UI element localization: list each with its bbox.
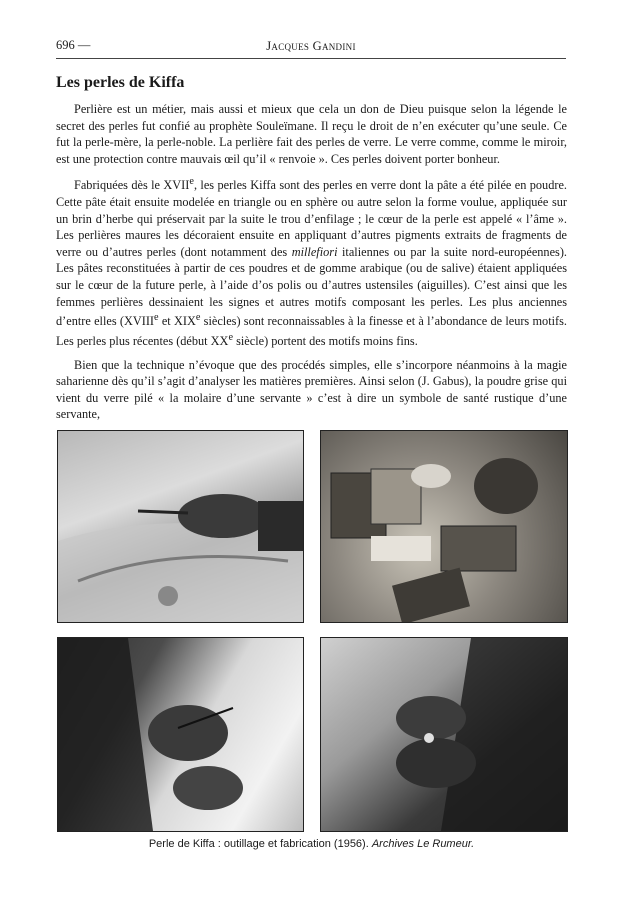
caption-credit: Archives Le Rumeur. (371, 838, 475, 850)
photo-4-illustration (321, 638, 567, 831)
photo-2-illustration (321, 431, 567, 622)
photo-hands-working-bead (320, 637, 568, 832)
article-body (56, 101, 567, 423)
photo-hand-with-bead-tool (57, 430, 304, 623)
paragraph-3: Bien que la technique n’évoque que des procédés simples, elle s’incorpore néanmoins à la magie saharienne dès qu’il s’agit d’analyser les matières premières. Ainsi selon (J. Gabus), la poudre grise qui vient du verre pilé « la molaire d’une servante » c’est à dire un symbole de santé rustique d’une servante, (56, 357, 567, 422)
photo-3-illustration (58, 638, 303, 831)
italic-term: millefiori (291, 244, 338, 259)
section-title: Les perles de Kiffa (56, 74, 185, 91)
photo-hands-shaping-bead (57, 637, 304, 832)
figure-caption: Perle de Kiffa : outillage et fabrication (1956). Archives Le Rumeur. (148, 838, 475, 850)
paragraph-2: Fabriquées dès le XVIIe, les perles Kiffa sont des perles en verre dont la pâte a été pilée en poudre. Cette pâte était ensuite modelée en triangle ou en sphère ou autre selon la forme voulue, appliquée sur un brin d’herbe qui préservait par la suite le trou d’enfilage ; le cœur de la perle est appelé « l’âme ». Les perlières maures les décoraient ensuite en appliquant d’autres pigments extraits de fragments de verre ou d’autres perles (dont notamment des millefiori italiennes ou par la suite nord-européennes). Les pâtes reconstituées à partir de ces poudres et de gomme arabique (ou de salive) étaient appliquées sur le cœur de la future perle, à l’aide d’os polis ou d’autres ustensiles (aiguilles). C’est ainsi que les femmes perlières dessinaient les signes et autres motifs composant les perles. Les plus anciennes d’entre elles (XVIIIe et XIXe siècles) sont reconnaissables à la finesse et à l’abondance de leurs motifs. Les perles plus récentes (début XXe siècle) portent des motifs moins fins. (56, 176, 567, 348)
page-header (56, 38, 566, 59)
photo-1-illustration (58, 431, 303, 622)
paragraph-1: Perlière est un métier, mais aussi et mieux que cela un don de Dieu puisque selon la légende le secret des perles fut confié au prophète Souleïmane. Il reçu le droit de n’en exécuter qu’une seule. Ce fut la perle-mère, la perle-noble. La perlière fait des perles de verre. Le verre comme, comme le miroir, est une protection contre mauvais œil qu’il « renvoie ». Ces perles doivent porter bonheur. (56, 102, 567, 166)
photo-tool-boxes (320, 430, 568, 623)
running-author: Jacques Gandini (266, 39, 356, 53)
page-number: 696 — (56, 38, 91, 52)
